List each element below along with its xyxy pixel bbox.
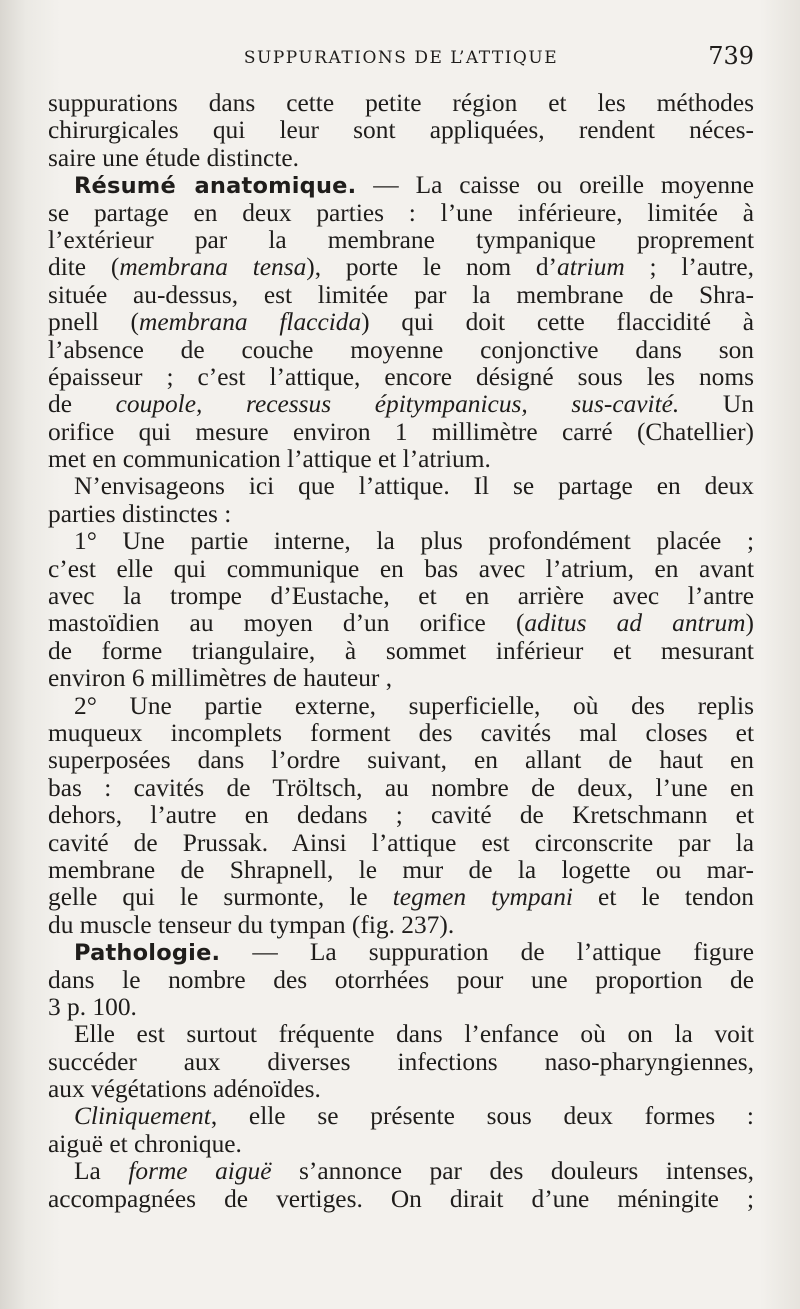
text-line <box>48 665 754 692</box>
text-run: l’absence de couche moyenne conjonctive dans son <box>48 336 754 364</box>
text-line <box>48 1158 754 1185</box>
text-run: La <box>74 1158 129 1186</box>
running-head-title: SUPPURATIONS DE L’ATTIQUE <box>243 48 559 68</box>
text-run: bas : cavités de Tröltsch, au nombre de deux, l’une en <box>48 774 754 802</box>
text-line <box>48 994 754 1021</box>
text-run: , elle se présente sous deux formes : <box>210 1103 754 1131</box>
text-run: 1° Une partie interne, la plus profondément placée ; <box>74 528 754 556</box>
text-run: parties distinctes : <box>48 500 232 528</box>
text-line <box>48 254 754 281</box>
text-line <box>48 200 754 227</box>
text-line <box>48 775 754 802</box>
text-run: épaisseur ; c’est l’attique, encore désigné sous les noms <box>48 363 754 391</box>
text-run: 3 p. 100. <box>48 993 137 1021</box>
page-number: 739 <box>708 42 754 70</box>
text-line <box>48 830 754 857</box>
text-line <box>48 172 754 199</box>
text-run: suppurations dans cette petite région et les méthodes <box>48 90 754 117</box>
text-line <box>48 638 754 665</box>
text-run: — La suppuration de l’attique figure <box>220 939 754 967</box>
text-run: 2° Une partie externe, superficielle, où des replis <box>74 692 754 720</box>
text-run: ) qui doit cette flaccidité à <box>361 309 754 337</box>
text-line <box>48 912 754 939</box>
text-line <box>48 117 754 144</box>
text-run: l’extérieur par la membrane tympanique proprement <box>48 226 754 254</box>
text-run: N’envisageons ici que l’attique. Il se partage en deux <box>74 473 754 501</box>
italic-text: forme aiguë <box>128 1158 272 1186</box>
text-line <box>48 1186 754 1213</box>
section-heading: Résumé anatomique. <box>74 173 357 200</box>
italic-text: aditus ad antrum <box>524 610 746 638</box>
italic-text: membrana tensa <box>119 254 307 282</box>
text-line <box>48 337 754 364</box>
text-line <box>48 1049 754 1076</box>
section-heading: Pathologie. <box>74 940 221 967</box>
text-run: s’annonce par des douleurs intenses, <box>271 1158 754 1186</box>
text-line <box>48 473 754 500</box>
text-line <box>48 90 754 117</box>
text-run: pnell ( <box>48 309 139 337</box>
text-line <box>48 583 754 610</box>
text-run: dans le nombre des otorrhées pour une proportion de <box>48 966 754 994</box>
text-line <box>48 720 754 747</box>
body-text <box>48 90 754 1213</box>
text-run: c’est elle qui communique en bas avec l’atrium, en avant <box>48 555 754 583</box>
text-run: se partage en deux parties : l’une inférieure, limitée à <box>48 199 754 227</box>
text-line <box>48 747 754 774</box>
italic-text: Cliniquement <box>74 1103 211 1131</box>
text-run: chirurgicales qui leur sont appliquées, rendent néces- <box>48 117 754 145</box>
text-run: ) <box>745 610 754 638</box>
text-run: succéder aux diverses infections naso-pharyngiennes, <box>48 1048 754 1076</box>
text-line <box>48 364 754 391</box>
running-head <box>48 40 754 76</box>
text-run: ), porte le nom d’ <box>306 254 558 282</box>
text-run: mastoïdien au moyen d’un orifice ( <box>48 610 525 638</box>
text-line <box>48 1076 754 1103</box>
text-line <box>48 556 754 583</box>
text-line <box>48 884 754 911</box>
text-run: dite ( <box>48 254 120 282</box>
text-line <box>48 501 754 528</box>
text-line <box>48 227 754 254</box>
text-line <box>48 446 754 473</box>
italic-text: tegmen tympani <box>392 884 573 912</box>
text-run: gelle qui le surmonte, le <box>48 884 393 912</box>
text-line <box>48 857 754 884</box>
text-run: aiguë et chronique. <box>48 1130 242 1158</box>
text-run: ; l’autre, <box>624 254 754 282</box>
text-line <box>48 309 754 336</box>
text-line <box>48 693 754 720</box>
text-line <box>48 419 754 446</box>
text-run: — La caisse ou oreille moyenne <box>356 172 754 200</box>
text-run: Un <box>679 391 754 419</box>
text-line <box>48 967 754 994</box>
text-run: superposées dans l’ordre suivant, en allant de haut en <box>48 747 754 775</box>
text-run: membrane de Shrapnell, le mur de la logette ou mar- <box>48 856 754 884</box>
text-run: orifice qui mesure environ 1 millimètre carré (Chatellier) <box>48 418 754 446</box>
text-run: saire une étude distincte. <box>48 144 299 172</box>
text-line <box>48 1103 754 1130</box>
text-line <box>48 528 754 555</box>
text-run: muqueux incomplets forment des cavités mal closes et <box>48 719 754 747</box>
text-run: accompagnées de vertiges. On dirait d’une méningite ; <box>48 1185 754 1213</box>
text-line <box>48 145 754 172</box>
text-run: Elle est surtout fréquente dans l’enfance où on la voit <box>74 1021 754 1049</box>
text-run: du muscle tenseur du tympan (fig. 237). <box>48 911 455 939</box>
text-line <box>48 610 754 637</box>
text-run: environ 6 millimètres de hauteur , <box>48 665 393 693</box>
italic-text: atrium <box>557 254 625 282</box>
text-run: de forme triangulaire, à sommet inférieur et mesurant <box>48 637 754 665</box>
text-run: située au-dessus, est limitée par la membrane de Shra- <box>48 281 754 309</box>
text-line <box>48 1131 754 1158</box>
text-line <box>48 282 754 309</box>
text-line <box>48 802 754 829</box>
text-run: aux végétations adénoïdes. <box>48 1076 321 1104</box>
text-run: cavité de Prussak. Ainsi l’attique est circonscrite par la <box>48 829 754 857</box>
italic-text: coupole, recessus épitympanicus, sus-cavité. <box>115 391 680 419</box>
text-run: met en communication l’attique et l’atrium. <box>48 446 491 474</box>
text-run: et le tendon <box>572 884 754 912</box>
text-line <box>48 1021 754 1048</box>
text-run: avec la trompe d’Eustache, et en arrière avec l’antre <box>48 583 754 611</box>
text-run: dehors, l’autre en dedans ; cavité de Kretschmann et <box>48 802 754 830</box>
italic-text: membrana flaccida <box>139 309 362 337</box>
text-line <box>48 391 754 418</box>
text-run: de <box>48 391 116 419</box>
text-line <box>48 939 754 966</box>
